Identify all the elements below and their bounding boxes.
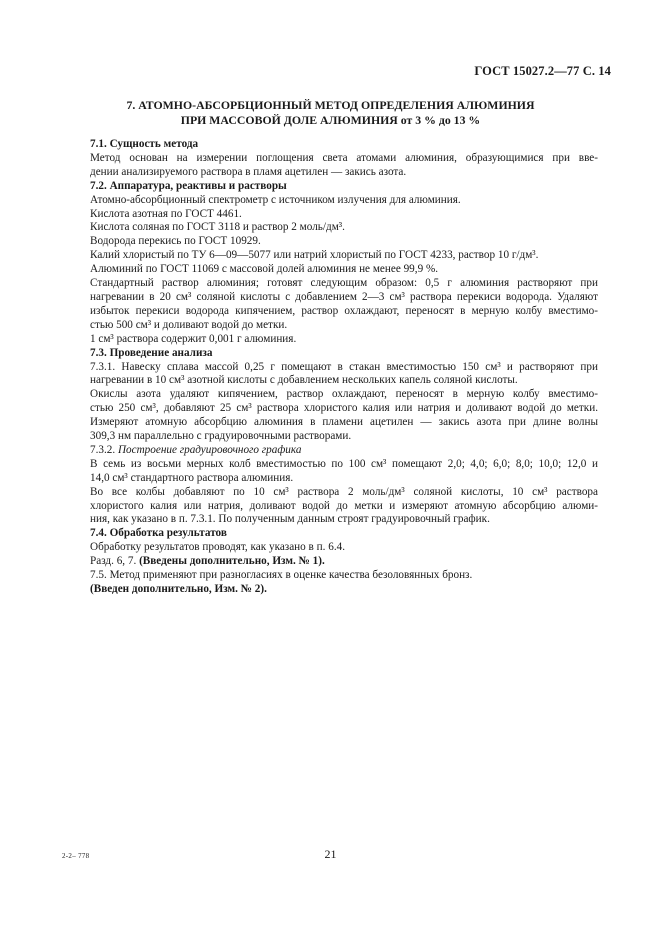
- text-line: стью 500 см³ и доливают водой до метки.: [90, 318, 288, 331]
- subheading-number: 7.3.2.: [90, 443, 118, 456]
- text-line: Кислота азотная по ГОСТ 4461.: [90, 207, 242, 220]
- text-line: 309,3 нм параллельно с градуировочными растворами.: [90, 430, 352, 443]
- text-line: Алюминий по ГОСТ 11069 с массовой долей алюминия не менее 99,9 %.: [90, 263, 439, 276]
- amendment-note-2: (Введен дополнительно, Изм. № 2).: [90, 583, 267, 595]
- text-line: Атомно-абсорбционный спектрометр с источником излучения для алюминия.: [90, 193, 461, 206]
- page-header: ГОСТ 15027.2—77 С. 14: [474, 64, 611, 78]
- text-line: Измеряют атомную абсорбцию алюминия в пламени ацетилен — закись азота при длине волны: [90, 416, 598, 429]
- subheading-7-3-2: [90, 444, 598, 458]
- heading-7-1: 7.1. Сущность метода: [90, 138, 199, 150]
- text-line: 7.5. Метод применяют при разногласиях в оценке качества безоловянных бронз.: [90, 569, 473, 582]
- text-line: Кислота соляная по ГОСТ 3118 и раствор 2 моль/дм³.: [90, 221, 345, 234]
- heading-7-4: 7.4. Обработка результатов: [90, 527, 227, 540]
- text-line: 14,0 см³ стандартного раствора алюминия.: [90, 471, 294, 484]
- amendment-text: (Введены дополнительно, Изм. № 1).: [139, 555, 325, 568]
- text-line: дении анализируемого раствора в пламя ацетилен — закись азота.: [90, 165, 407, 178]
- text-line: нагревании в 20 см³ соляной кислоты с добавлением 2—3 см³ раствора перекиси водорода. Удаляют: [90, 290, 598, 303]
- text-line: Стандартный раствор алюминия; готовят следующим образом: 0,5 г алюминия растворяют при: [90, 277, 598, 290]
- text-line: Калий хлористый по ТУ 6—09—5077 или натрий хлористый по ГОСТ 4233, раствор 10 г/дм³.: [90, 249, 539, 262]
- heading-7-2: 7.2. Аппаратура, реактивы и растворы: [90, 179, 287, 192]
- subheading-title: Построение градуировочного графика: [117, 443, 302, 456]
- page-number: 21: [324, 847, 337, 861]
- text-line: ния, как указано в п. 7.3.1. По полученным данным строят градуировочный график.: [90, 513, 490, 526]
- text-line: Водорода перекись по ГОСТ 10929.: [90, 235, 261, 248]
- amendment-note-1: [90, 555, 598, 569]
- amendment-prefix: Разд. 6, 7.: [90, 555, 140, 568]
- text-line: Окислы азота удаляют кипячением, раствор охлаждают, переносят в мерную колбу вместимо-: [90, 388, 598, 401]
- heading-7-3: 7.3. Проведение анализа: [90, 346, 213, 359]
- document-body: [90, 138, 598, 597]
- section-title-line-1: 7. АТОМНО-АБСОРБЦИОННЫЙ МЕТОД ОПРЕДЕЛЕНИЯ АЛЮМИНИЯ: [126, 98, 535, 112]
- text-line: избыток перекиси водорода кипячением, раствор охлаждают, переносят в мерную колбу вместимо-: [90, 304, 598, 317]
- text-line: Метод основан на измерении поглощения света атомами алюминия, образующимися при вве-: [90, 151, 598, 164]
- text-line: В семь из восьми мерных колб вместимостью по 100 см³ помещают 2,0; 4,0; 6,0; 8,0; 10,0; 12,0 и: [90, 457, 598, 470]
- print-code: 2-2– 778: [62, 852, 90, 860]
- section-title: [60, 98, 601, 128]
- text-line: 1 см³ раствора содержит 0,001 г алюминия.: [90, 332, 297, 345]
- text-line: хлористого калия или натрия, доливают водой до метки и измеряют атомную абсорбцию алюми-: [90, 499, 598, 512]
- text-line: Обработку результатов проводят, как указано в п. 6.4.: [90, 541, 346, 554]
- section-title-line-2: ПРИ МАССОВОЙ ДОЛЕ АЛЮМИНИЯ от 3 % до 13 %: [180, 113, 481, 127]
- text-line: Во все колбы добавляют по 10 см³ раствора 2 моль/дм³ соляной кислоты, 10 см³ раствора: [90, 485, 598, 498]
- text-line: стью 250 см³, добавляют 25 см³ раствора хлористого калия или натрия и доливают водой до метки.: [90, 402, 598, 415]
- text-line: нагревании в 10 см³ азотной кислоты с добавлением нескольких капель соляной кислоты.: [90, 374, 518, 387]
- text-line: 7.3.1. Навеску сплава массой 0,25 г помещают в стакан вместимостью 150 см³ и растворяют при: [90, 360, 598, 373]
